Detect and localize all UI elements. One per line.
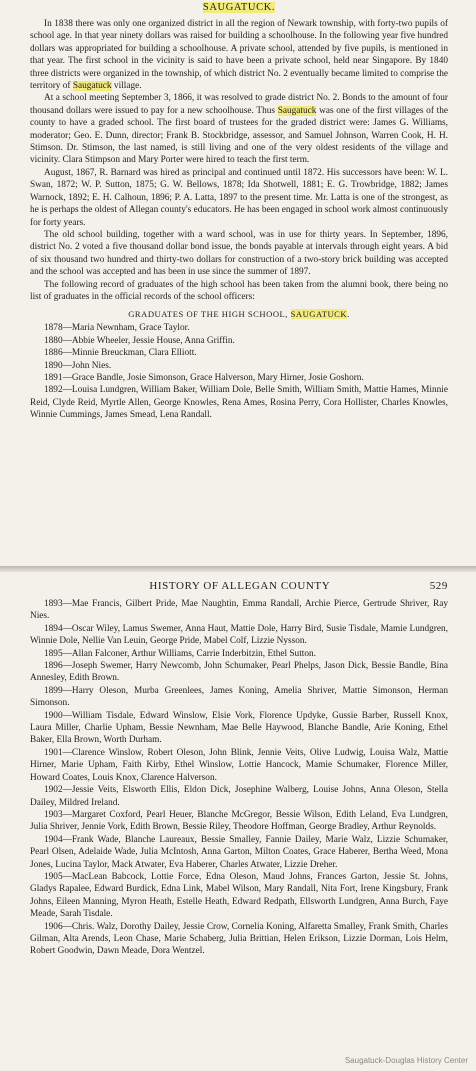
text-run: was one of the first villages of the county to have a graded school. The first board of trustees for the graded district were: James G. Williams, moderator; Geo. E. Dunn, director; Frank B. Stockbridge, assessor, and Samuel Johnson, Warren Cook, H. H. Stimson. Dr. Stimson, the last named, is still living and one of the very oldest residents of the village and vicinity. Clara Stimpson and Mary Porter were hired to teach the first term. (30, 105, 448, 166)
highlighted-term: Saugatuck (277, 105, 317, 116)
book-title: HISTORY OF ALLEGAN COUNTY (149, 580, 331, 592)
paragraph (30, 18, 448, 92)
graduate-entry: 1880—Abbie Wheeler, Jessie House, Anna Griffin. (44, 335, 235, 346)
graduate-entry: 1878—Maria Newnham, Grace Taylor. (44, 323, 190, 334)
paragraph (30, 167, 448, 229)
paragraph (30, 92, 448, 166)
graduate-entry: 1896—Joseph Swemer, Harry Newcomb, John Schumaker, Pearl Phelps, Jason Dick, Bessie Bandle, Bina Annesley, Edith Brown. (30, 661, 448, 684)
running-head: SAUGATUCK. (202, 2, 276, 13)
paragraph (30, 279, 448, 304)
watermark: Saugatuck-Douglas History Center (344, 1056, 468, 1065)
graduates-list (30, 322, 448, 421)
graduate-entry: 1895—Allan Falconer, Arthur Williams, Carrie Inderbitzin, Ethel Sutton. (44, 648, 316, 659)
graduate-entry: 1890—John Nies. (44, 360, 112, 371)
graduate-entry: 1906—Chris. Walz, Dorothy Dailey, Jessie Crow, Cornelia Koning, Alfaretta Smalley, Frank Smith, Charles Gilman, Alta Arends, Leon Chase, Marie Schaberg, Julia Brittian, Helen Erikson, Lizzie Dorman, Lois Helm, Robert Goodwin, Dawn Meade, Dora Wentzel. (30, 921, 448, 957)
graduate-entry: 1900—William Tisdale, Edward Winslow, Elsie Vork, Florence Updyke, Gussie Barber, Russell Knox, Laura Miller, Charlie Upham, Bessie Newnham, Mae Belle Haywood, Blanche Bandle, Arie Koning, Ethel Baker, Ella Brown, Worth Durham. (30, 710, 448, 746)
graduate-entry: 1899—Harry Oleson, Murba Greenlees, James Koning, Amelia Shriver, Mattie Simonson, Herman Simonson. (30, 685, 448, 709)
graduate-entry: 1891—Grace Bandle, Josie Simonson, Grace Halverson, Mary Hirner, Josie Goshorn. (44, 372, 364, 383)
running-head-lower (30, 566, 448, 598)
text-run: The following record of graduates of the high school has been taken from the alumni book, there being no list of graduates in the official records of the school officers: (30, 279, 448, 302)
highlighted-term: Saugatuck (72, 81, 112, 92)
text-run: . (347, 309, 350, 320)
highlighted-term: SAUGATUCK (290, 309, 348, 320)
text-run: In 1838 there was only one organized district in all the region of Newark township, with forty-two pupils of school age. In that year ninety dollars was raised for building a schoolhouse. In the following year five hundred dollars was appropriated for building a schoolhouse. A private school, attended by five pupils, is mentioned in that year. The first school in the vicinity is said to have been a private school, held near Singapore. By 1840 three districts were organized in the township, of which district No. 2 eventually became limited to comprise the territory of (30, 19, 448, 92)
graduate-entry: 1893—Mae Francis, Gilbert Pride, Mae Naughtin, Emma Randall, Archie Pierce, Gertrude Shriver, Ray Nies. (30, 599, 448, 622)
graduate-entry: 1902—Jessie Veits, Elsworth Ellis, Eldon Dick, Josephine Walberg, Louise Johns, Anna Oleson, Stella Dailey, Mildred Ireland. (30, 785, 448, 808)
text-run: village. (111, 81, 142, 92)
graduate-entry: 1904—Frank Wade, Blanche Laureaux, Bessie Smalley, Fannie Dailey, Marie Walz, Lizzie Schumaker, Pearl Olsen, Adelaide Wade, Julia McIntosh, Anna Garton, Milton Coates, Grace Haberer, Bertha Weed, Mona Jones, Lucina Taylor, Mack Atwater, Eva Haberer, Charles Atwater, Lizzie Dreher. (30, 834, 448, 870)
graduate-entry: 1903—Margaret Coxford, Pearl Heuer, Blanche McGregor, Bessie Wilson, Edith Leland, Eva Lundgren, Julia Shriver, Jennie Vork, Edith Brown, Bessie Riley, Theodore Hoffman, George Bradley, Arthur Reynolds. (30, 809, 448, 833)
graduate-entry: 1894—Oscar Wiley, Lamus Swemer, Anna Haut, Mattie Dole, Harry Bird, Susie Tisdale, Mamie Lundgren, Winnie Dole, Nellie Van Leuin, George Pride, Mabel Colf, Lizzie Nysson. (30, 623, 448, 647)
page-number: 529 (429, 580, 448, 592)
text-run: At a school meeting September 3, 1866, it was resolved to grade district No. 2. Bonds to the amount of four thousand dollars were issued to pay for a new schoolhouse. Thus (30, 93, 448, 116)
text-run: The old school building, together with a ward school, was in use for thirty years. In September, 1896, district No. 2 voted a five thousand dollar bond issue, the bonds payable at intervals through eight years. A bid of six thousand two hundred and thirty-two dollars for construction of a two-story brick building was accepted and the school was accepted and has been in use since the summer of 1897. (30, 229, 448, 278)
graduate-entry: 1901—Clarence Winslow, Robert Oleson, John Blink, Jennie Veits, Olive Ludwig, Louisa Walz, Mattie Hirner, Marie Upham, Faith Kirby, Ethel Winslow, Lottie Hancock, Mamie Schumaker, Florence Miller, Howard Coates, Louis Knox, Clarence Halverson. (30, 747, 448, 783)
text-run: GRADUATES OF THE HIGH SCHOOL, (128, 309, 291, 320)
graduates-list-continued (30, 598, 448, 958)
text-run: August, 1867, R. Barnard was hired as principal and continued until 1872. His successors have been: W. L. Swan, 1872; W. P. Sutton, 1875; G. W. Bellows, 1878; Ida Shotwell, 1881; E. G. Trowbridge, 1882; James Warnock, 1892; E. H. Calhoun, 1896; P. A. Latta, 1897 to the present time. Mr. Latta is one of the strongest, as he is perhaps the oldest of Allegan county's educators. He has been engaged in school work almost continuously for forty years. (30, 167, 448, 228)
section-title (30, 309, 448, 319)
graduate-entry: 1905—MacLean Babcock, Lottie Force, Edna Oleson, Maud Johns, Frances Garton, Jessie St. Johns, Gladys Rapalee, Edward Burdick, Edna Link, Mabel Wilson, Mary Randall, Nita Fort, Irene Kingsbury, Frank Johns, Eileen Manning, Myron Heath, Estelle Heath, Edward Redpath, Ellsworth Lundgren, Anna Burch, Faye Meade, Sarah Tisdale. (30, 871, 448, 920)
body-text (30, 18, 448, 303)
graduate-entry: 1892—Louisa Lundgren, William Baker, William Dole, Belle Smith, William Smith, Mattie Hames, Minnie Reid, Clyde Reid, Myrtle Allen, George Knowles, Rena Ames, Rosina Perry, Cora Hollister, Charles Knowles, Winnie Cummings, James Smead, Lena Randall. (30, 385, 448, 421)
page-lower (0, 566, 476, 1071)
graduate-entry: 1886—Minnie Breuckman, Clara Elliott. (44, 348, 197, 359)
paragraph (30, 229, 448, 279)
